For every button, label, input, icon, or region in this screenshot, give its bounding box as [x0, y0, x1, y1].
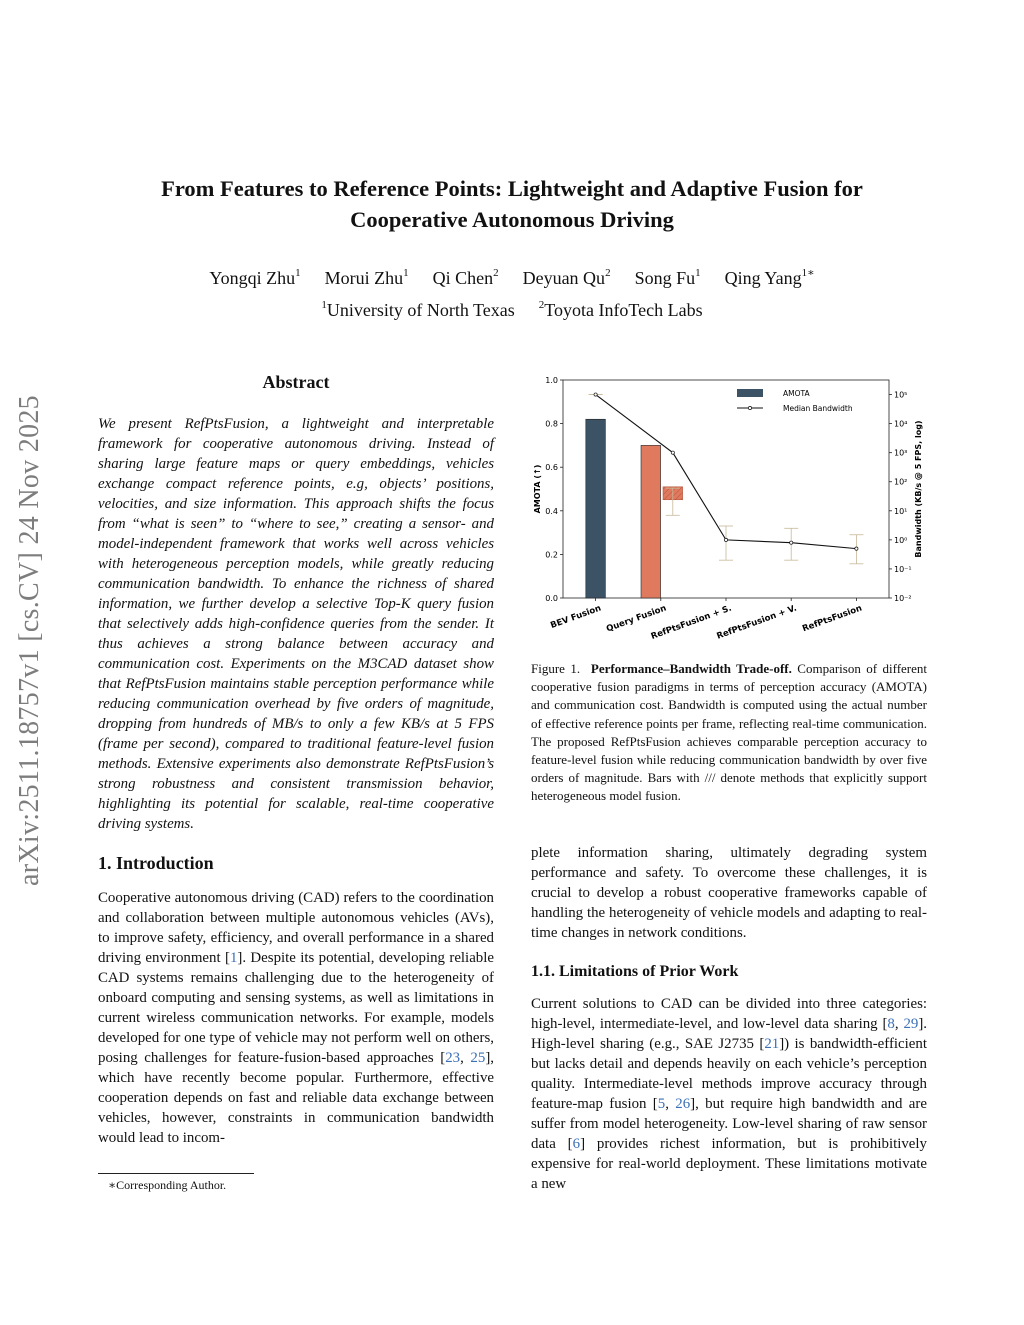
- author-name: Song Fu$^1$: [634, 267, 701, 288]
- affiliation-mark: 2: [538, 299, 545, 311]
- y2-tick-label: 10⁻¹: [894, 564, 912, 574]
- author-affiliation-mark: 1: [403, 267, 409, 279]
- citation-link[interactable]: 1: [229, 950, 238, 966]
- y2-axis-label: Bandwidth (KB/s @ 5 FPS, log): [914, 420, 923, 558]
- bandwidth-point: [855, 547, 858, 550]
- y-axis-label: AMOTA (↑): [533, 464, 542, 514]
- intro-continuation: plete information sharing, ultimately degrading system performance and safety. To overcome these challenges, it is crucial to develop a robust cooperative frameworks capable of handling the heterogeneity of vehicle models and adapting to real-time changes in network conditions.: [531, 845, 927, 941]
- y2-tick-label: 10⁻²: [894, 594, 912, 603]
- y2-tick-label: 10⁵: [894, 390, 908, 400]
- y2-tick-label: 10³: [894, 448, 908, 458]
- x-tick-label: BEV Fusion: [549, 603, 603, 631]
- footnote-rule: [98, 1173, 254, 1174]
- intro-paragraph: Cooperative autonomous driving (CAD) refers to the coordination and collaboration between multiple autonomous vehicles (AVs), to improve safety, efficiency, and overall performance in a shared driving environment [1]. Despite its potential, developing reliable CAD systems remains challenging due to the heterogeneity of onboard computing and sensing systems, as well as limitations in current wireless communication networks. For example, models developed for one type of vehicle may not perform well on others, posing challenges for feature-fusion-based approaches [23, 25], which have recently become popular. Furthermore, effective cooperation depends on fast and reliable data exchange between vehicles, however, constraints in communication bandwidth would lead to incom-: [98, 890, 494, 1146]
- citation-link[interactable]: 6: [572, 1136, 581, 1152]
- abstract-heading: Abstract: [262, 372, 330, 392]
- author-name: Yongqi Zhu$^1$: [209, 267, 301, 288]
- amota-bar: [586, 419, 606, 598]
- affiliation-name: University of North Texas: [326, 300, 515, 320]
- citation-link[interactable]: 8: [887, 1016, 895, 1032]
- performance-bandwidth-chart: [531, 372, 931, 642]
- bandwidth-point: [724, 538, 727, 541]
- author-affiliation-mark: 1: [295, 267, 301, 279]
- citation-link[interactable]: 25: [470, 1050, 486, 1066]
- figure-caption: Figure 1. Performance–Bandwidth Trade-off. Comparison of different cooperative fusion paradigms in terms of perception accuracy (AMOTA) and communication cost. Bandwidth is computed using the actual number of effective reference points per frame, reflecting real-time communication. The proposed RefPtsFusion achieves comparable perception accuracy to feature-level fusion while reducing communication bandwidth by over five orders of magnitude. Bars with /// denote methods that explicitly support heterogeneous model fusion.: [531, 661, 927, 804]
- y-tick-label: 0.2: [545, 550, 558, 560]
- author-affiliation-mark: 2: [605, 267, 611, 279]
- limitations-paragraph: Current solutions to CAD can be divided into three categories: high-level, intermediate-level, and low-level data sharing [8, 29]. High-level sharing (e.g., SAE J2735 [21]) is bandwidth-efficient but lacks detail and depends heavily on each vehicle’s perception quality. Intermediate-level methods improve accuracy through feature-map fusion [5, 26], but require high bandwidth and are suffer from model heterogeneity. Low-level sharing of raw sensor data [6] provides richest information, but is prohibitively expensive for real-world deployment. These limitations motivate a new: [531, 996, 928, 1192]
- bandwidth-point: [790, 541, 793, 544]
- author-name: Deyuan Qu$^2$: [522, 267, 611, 288]
- author-name: Qing Yang$^{1∗}$: [724, 267, 815, 288]
- author-list: [110, 268, 914, 289]
- y-tick-label: 0.6: [545, 463, 558, 473]
- citation-link[interactable]: 23: [445, 1050, 461, 1066]
- author-name: Morui Zhu$^1$: [324, 267, 409, 288]
- footnote: ∗Corresponding Author.: [108, 1178, 227, 1192]
- author-affiliation-mark: 2: [493, 267, 499, 279]
- author-affiliation-mark: 1: [695, 267, 701, 279]
- arxiv-stamp: arXiv:2511.18757v1 [cs.CV] 24 Nov 2025: [14, 395, 45, 886]
- citation-link[interactable]: 29: [903, 1016, 919, 1032]
- x-tick-label: RefPtsFusion + V.: [715, 603, 799, 642]
- y2-tick-label: 10¹: [894, 506, 908, 516]
- author-name: Qi Chen$^2$: [432, 267, 499, 288]
- limitations-heading: 1.1. Limitations of Prior Work: [531, 963, 739, 980]
- abstract-text: We present RefPtsFusion, a lightweight and interpretable framework for cooperative autonomous driving. Instead of sharing large feature maps or query embeddings, vehicles exchange compact reference points, e.g, objects’ positions, velocities, and size information. This approach shifts the focus from “what is seen” to “where to see,” creating a sensor- and model-independent framework that works well across vehicles with heterogeneous perception models, while greatly reducing communication bandwidth. To enhance the richness of shared information, we further develop a selective Top-K query fusion that selectively adds high-confidence queries from the sender. It thus achieves a strong balance between accuracy and communication cost. Experiments on the M3CAD dataset show that RefPtsFusion maintains stable perception performance while reducing communication overhead by five orders of magnitude, dropping from hundreds of MB/s to only a few KB/s at 5 FPS (frame per second), compared to traditional feature-level fusion methods. Extensive experiments also demonstrate RefPtsFusion’s strong robustness and consistent transmission behavior, highlighting its potential for scalable, real-time cooperative driving systems.: [98, 416, 494, 832]
- affiliation-name: Toyota InfoTech Labs: [544, 300, 703, 320]
- bandwidth-point: [671, 451, 674, 454]
- paper-title: From Features to Reference Points: Lightweight and Adaptive Fusion for Cooperative Autonomous Driving: [161, 176, 863, 232]
- legend-amota-swatch: [737, 389, 763, 397]
- affiliation-mark: 1: [321, 299, 327, 311]
- citation-link[interactable]: 5: [657, 1096, 666, 1112]
- bandwidth-line: [596, 395, 857, 549]
- y2-tick-label: 10²: [894, 477, 908, 487]
- affiliation: [321, 300, 514, 320]
- author-affiliation-mark: 1∗: [801, 267, 815, 279]
- y-tick-label: 1.0: [545, 376, 558, 385]
- y-tick-label: 0.8: [545, 419, 558, 429]
- legend-amota-label: AMOTA: [783, 389, 810, 398]
- citation-link[interactable]: 21: [764, 1036, 780, 1052]
- intro-heading: 1. Introduction: [98, 853, 214, 873]
- citation-link[interactable]: 26: [675, 1096, 691, 1112]
- legend-bandwidth-marker: [748, 406, 751, 409]
- amota-bar: [641, 445, 661, 598]
- y-tick-label: 0.0: [545, 594, 558, 603]
- x-tick-label: RefPtsFusion + S.: [649, 603, 734, 642]
- x-tick-label: RefPtsFusion: [801, 603, 864, 635]
- y2-tick-label: 10⁴: [894, 419, 908, 429]
- x-tick-label: Query Fusion: [605, 603, 668, 635]
- bandwidth-point: [594, 393, 597, 396]
- y-tick-label: 0.4: [545, 506, 558, 516]
- affiliation: [539, 300, 703, 320]
- y2-tick-label: 10⁰: [894, 535, 908, 545]
- affiliation-list: [110, 300, 914, 321]
- legend-bandwidth-label: Median Bandwidth: [783, 404, 853, 413]
